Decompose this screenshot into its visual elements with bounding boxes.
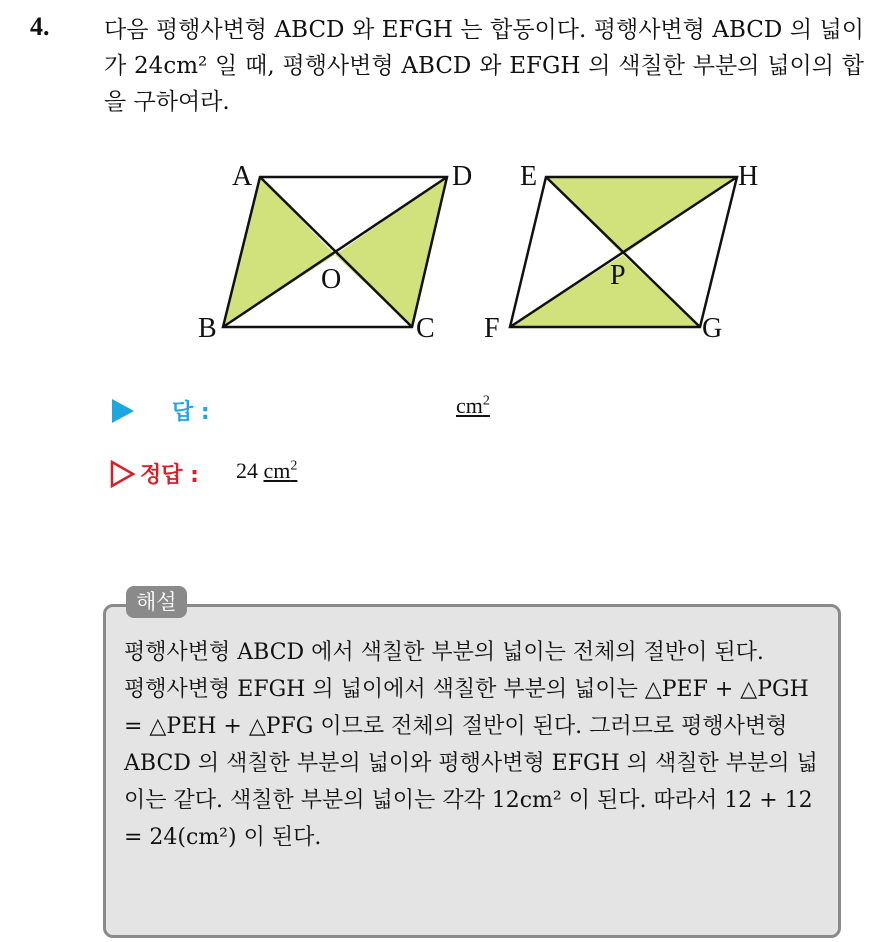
shaded-triangle-peh	[546, 177, 737, 255]
shaded-triangle-pfg	[510, 255, 700, 327]
answer-unit	[456, 393, 490, 419]
label-g: G	[702, 313, 723, 344]
label-e: E	[520, 161, 538, 192]
answer-row	[110, 393, 610, 433]
correct-answer-row	[110, 456, 610, 496]
question-number: 4.	[30, 12, 50, 41]
label-o: O	[321, 264, 342, 295]
label-f: F	[484, 313, 500, 344]
answer-unit-text: cm	[456, 393, 483, 418]
label-h: H	[738, 161, 759, 192]
outline-triangle-icon	[110, 460, 136, 488]
correct-unit-sup: 2	[290, 458, 298, 474]
explanation-text	[124, 634, 830, 856]
explanation-line: 평행사변형 ABCD 에서 색칠한 부분의 넓이는 전체의 절반이 된다.	[124, 640, 764, 665]
question-text: 다음 평행사변형 ABCD 와 EFGH 는 합동이다. 평행사변형 ABCD 의 넓이가 24cm² 일 때, 평행사변형 ABCD 와 EFGH 의 색칠한 부분의 넓이의 합을 구하여라.	[104, 17, 864, 115]
correct-unit	[264, 458, 298, 483]
shaded-triangle-aob	[223, 177, 335, 327]
explanation-line: 평행사변형 EFGH 의 넓이에서 색칠한 부분의 넓이는 △PEF + △PGH = △PEH + △PFG 이므로 전체의 절반이 된다. 그러므로 평행사변형 ABCD 의 색칠한 부분의 넓이와 평행사변형 EFGH 의 색칠한 부분의 넓이는 같다. 색칠한 부분의 넓이는 각각 12cm² 이 된다. 따라서 12 + 12 = 24(cm²) 이 된다.	[124, 677, 818, 850]
answer-unit-sup: 2	[482, 393, 490, 409]
correct-answer-label: 정답 :	[140, 463, 199, 488]
play-triangle-icon	[112, 399, 134, 423]
label-d: D	[452, 161, 473, 192]
label-c: C	[416, 313, 435, 344]
correct-unit-text: cm	[263, 458, 291, 483]
label-a: A	[232, 161, 253, 192]
parallelogram-figure	[190, 150, 790, 360]
explanation-tag: 해설	[126, 586, 187, 618]
label-b: B	[198, 313, 217, 344]
answer-label: 답 :	[172, 400, 210, 425]
label-p: P	[610, 260, 626, 291]
correct-answer-value	[236, 458, 297, 484]
figure-svg	[190, 150, 790, 360]
correct-number: 24	[236, 458, 258, 483]
